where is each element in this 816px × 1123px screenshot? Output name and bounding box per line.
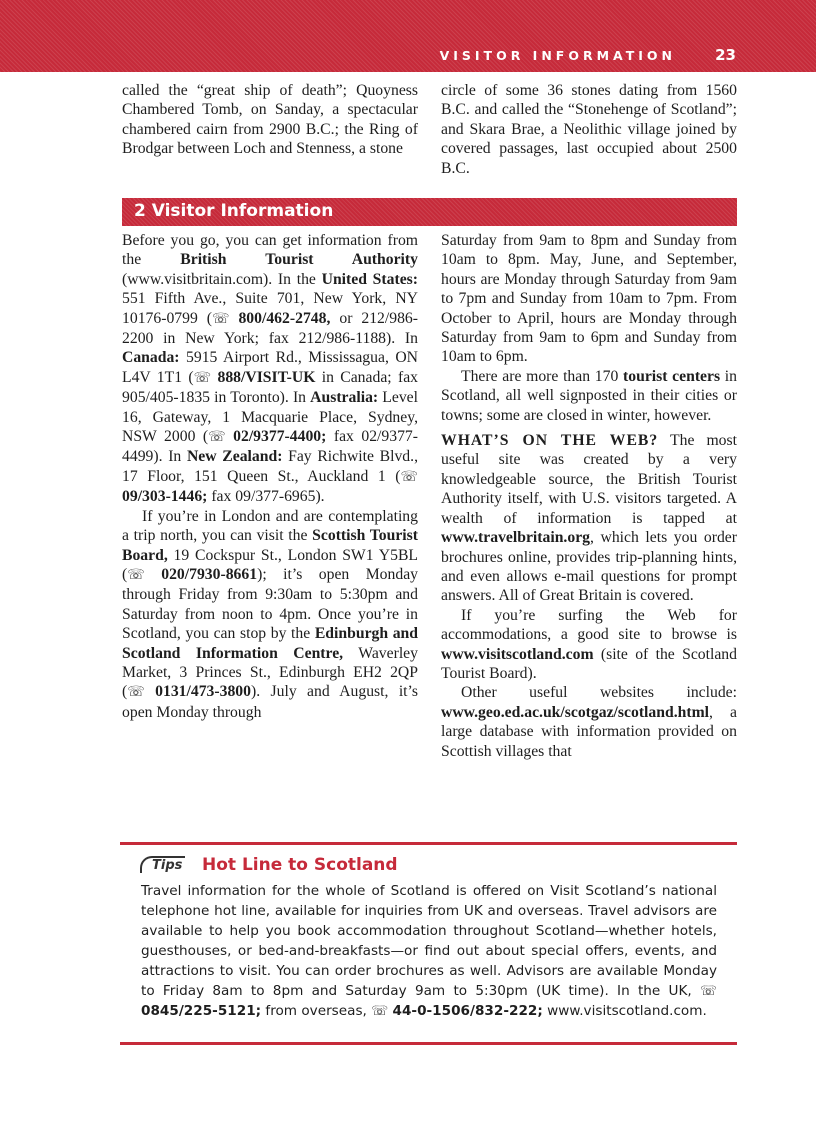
phone-icon: ☏ (208, 429, 226, 446)
header-band (0, 0, 816, 72)
phone-icon: ☏ (700, 983, 717, 999)
web-heading: WHAT’S ON THE WEB? (441, 432, 659, 450)
intro-left-paragraph: called the “great ship of death”; Quoyness Chambered Tomb, on Sanday, a spectacular chambered cairn from 2900 B.C.; the Ring of Brodgar between Loch and Stenness, a stone (122, 82, 418, 158)
scotgaz-link[interactable]: www.geo.ed.ac.uk/scotgaz/scotland.html (441, 703, 709, 721)
section-title: 2 Visitor Information (134, 201, 334, 221)
page-number: 23 (715, 46, 736, 64)
phone-icon: ☏ (127, 684, 145, 701)
running-head: VISITOR INFORMATION (439, 48, 676, 63)
right-column (441, 231, 737, 761)
tips-title: Hot Line to Scotland (202, 855, 398, 875)
intro-right-paragraph: circle of some 36 stones dating from 1560 B.C. and called the “Stonehenge of Scotland”; and Skara Brae, a Neolithic village joined by covered passages, last occupied about 2500 B.C. (441, 82, 737, 177)
right-paragraph-2: There are more than 170 tourist centers in Scotland, all well signposted in their cities or towns; some are closed in winter, however. (441, 367, 738, 424)
phone-icon: ☏ (371, 1003, 389, 1019)
right-paragraph-4: If you’re surfing the Web for accommodations, a good site to browse is www.visitscotland.com (site of the Scotland Tourist Board). (441, 606, 737, 682)
right-paragraph-1: Saturday from 9am to 8pm and Sunday from 10am to 8pm. May, June, and September, hours are Monday through Saturday from 9am to 7pm and Sunday from 10am to 7pm. From October to April, hours are Monday through Saturday from 9am to 6pm and Sunday from 10am to 6pm. (441, 232, 737, 366)
intro-left-column (122, 81, 418, 159)
right-paragraph-5: Other useful websites include: www.geo.ed.ac.uk/scotgaz/scotland.html, a large database with information provided on Scottish villages that (441, 684, 737, 760)
left-paragraph-2: If you’re in London and are contemplating a trip north, you can visit the Scottish Tourist Board, 19 Cockspur St., London SW1 Y5BL (☏ 020/7930-8661); it’s open Monday through Friday from 9:30am to 5:30pm and Saturday from noon to 4pm. Once you’re in Scotland, you can stop by the Edinburgh and Scotland Information Centre, Waverley Market, 3 Princes St., Edinburgh EH2 2QP (☏ 0131/473-3800). July and August, it’s open Monday through (122, 507, 419, 721)
visitscotland-link[interactable]: www.visitscotland.com (441, 645, 594, 663)
phone-icon: ☏ (127, 566, 145, 583)
phone-icon: ☏ (211, 310, 230, 327)
tips-body: Travel information for the whole of Scotland is offered on Visit Scotland’s national telephone hot line, available for inquiries from UK and overseas. Travel advisors are available to help you book accommodation throughout Scotland—whether hotels, guesthouses, or bed-and-breakfasts—or find out about special offers, events, and attractions to visit. You can order brochures as well. Advisors are available Monday to Friday 8am to 8pm and Saturday 9am to 5:30pm (UK time). In the UK, ☏ 0845/225-5121; from overseas, ☏ 44-0-1506/832-222; www.visitscotland.com. (141, 883, 717, 1019)
left-paragraph-1: Before you go, you can get information from the British Tourist Authority (www.visitbritain.com). In the United States: 551 Fifth Ave., Suite 701, New York, NY 10176-0799 (☏ 800/462-2748, or 212/986-2200 in New York; fax 212/986-1188). In Canada: 5915 Airport Rd., Mississagua, ON L4V 1T1 (☏ 888/VISIT-UK in Canada; fax 905/405-1835 in Toronto). In Australia: Level 16, Gateway, 1 Macquarie Place, Sydney, NSW 2000 (☏ 02/9377-4400; fax 02/9377-4499). In New Zealand: Fay Richwite Blvd., 17 Floor, 151 Queen St., Auckland 1 (☏ 09/303-1446; fax 09/377-6965). (122, 232, 419, 506)
right-paragraph-3: WHAT’S ON THE WEB? The most useful site was created by a very knowledgeable source, the British Tourist Authority itself, with U.S. visitors targeted. A wealth of information is tapped at www.travelbritain.org, which lets you order brochures online, provides trip-planning hints, and even allows e-mail questions for prompt answers. All of Great Britain is covered. (441, 432, 737, 605)
tips-badge: Tips (140, 856, 185, 873)
phone-icon: ☏ (400, 468, 418, 485)
tips-top-rule (120, 842, 737, 845)
phone-icon: ☏ (193, 369, 212, 386)
intro-right-column (441, 81, 737, 178)
travelbritain-link[interactable]: www.travelbritain.org (441, 529, 591, 547)
tips-url[interactable]: www.visitscotland.com. (542, 1003, 707, 1019)
left-column (122, 231, 418, 722)
tips-bottom-rule (120, 1042, 737, 1045)
